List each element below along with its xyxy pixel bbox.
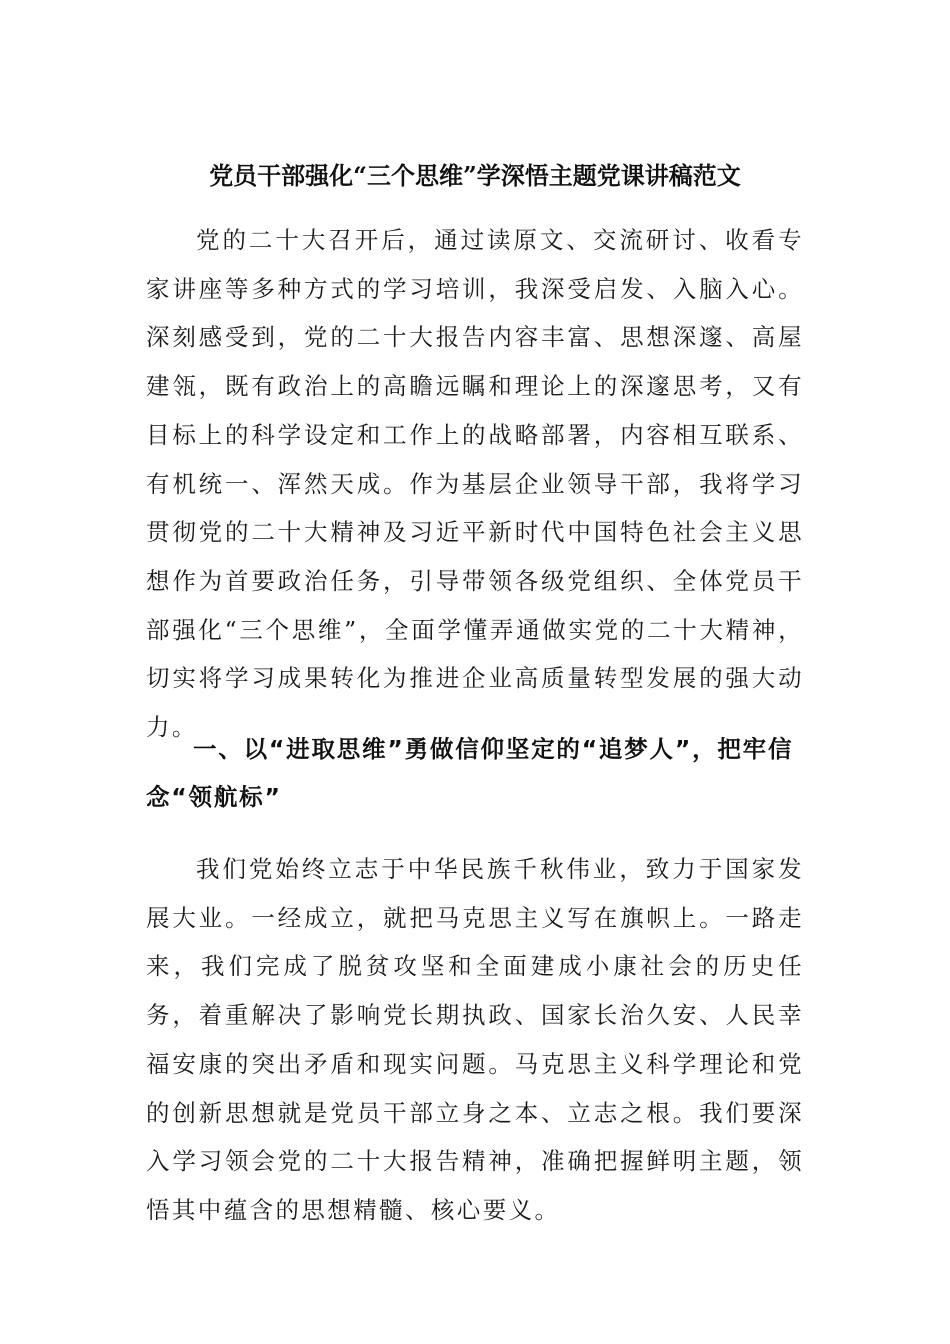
section-paragraph: 我们党始终立志于中华民族千秋伟业，致力于国家发展大业。一经成立，就把马克思主义写在旗帜上。一路走来，我们完成了脱贫攻坚和全面建成小康社会的历史任务，着重解决了影响党长期执政、国家长治久安、人民幸福安康的突出矛盾和现实问题。马克思主义科学理论和党的创新思想就是党员干部立身之本、立志之根。我们要深入学习领会党的二十大报告精神，准确把握鲜明主题，领悟其中蕴含的思想精髓、核心要义。 [146, 855, 804, 1224]
document-title: 党员干部强化“三个思维”学深悟主题党课讲稿范文 [209, 161, 741, 190]
intro-paragraph: 党的二十大召开后，通过读原文、交流研讨、收看专家讲座等多种方式的学习培训，我深受启发、入脑入心。深刻感受到，党的二十大报告内容丰富、思想深邃、高屋建瓴，既有政治上的高瞻远瞩和理论上的深邃思考，又有目标上的科学设定和工作上的战略部署，内容相互联系、有机统一、浑然天成。作为基层企业领导干部，我将学习贯彻党的二十大精神及习近平新时代中国特色社会主义思想作为首要政治任务，引导带领各级党组织、全体党员干部强化“三个思维”，全面学懂弄通做实党的二十大精神，切实将学习成果转化为推进企业高质量转型发展的强大动力。 [146, 226, 804, 742]
section-heading: 一、以“进取思维”勇做信仰坚定的“追梦人”，把牢信念“领航标” [146, 735, 794, 811]
